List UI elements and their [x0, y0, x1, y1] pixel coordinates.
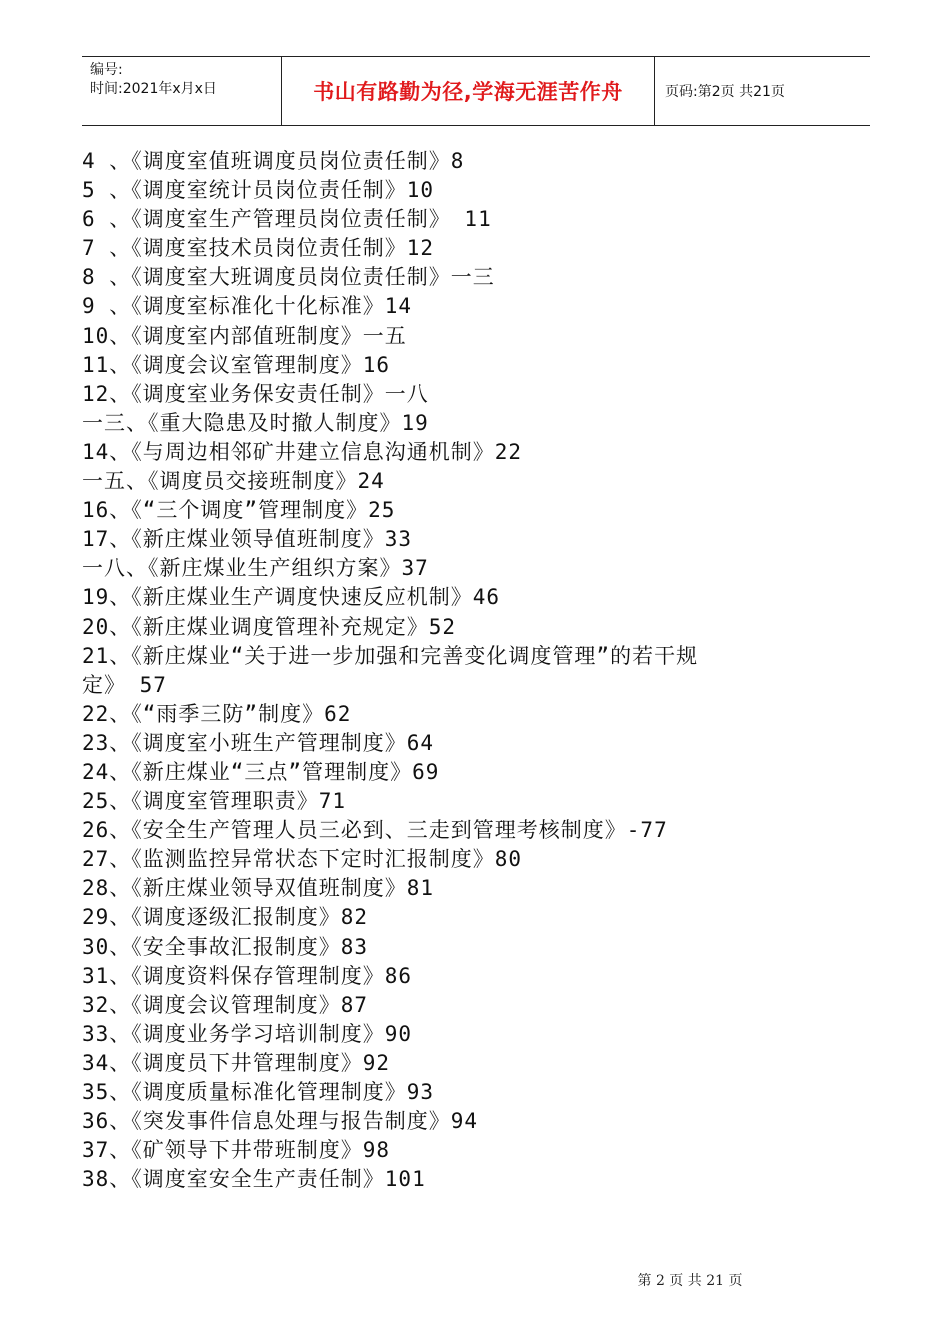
toc-entry: 32、《调度会议管理制度》87: [82, 992, 369, 1017]
toc-entry: 36、《突发事件信息处理与报告制度》94: [82, 1109, 479, 1134]
header-page-info: 页码:第2页 共21页: [665, 84, 785, 100]
toc-entry: 38、《调度室安全生产责任制》101: [82, 1167, 426, 1192]
toc-entry: 一八、《新庄煤业生产组织方案》37: [82, 556, 429, 581]
toc-entry: 30、《安全事故汇报制度》83: [82, 934, 369, 959]
header-motto: 书山有路勤为径,学海无涯苦作舟: [282, 57, 655, 125]
toc-entry: 31、《调度资料保存管理制度》86: [82, 963, 413, 988]
toc-entry: 6 、《调度室生产管理员岗位责任制》 11: [82, 207, 492, 232]
toc-entry: 9 、《调度室标准化十化标准》14: [82, 294, 413, 319]
toc-entry: 37、《矿领导下井带班制度》98: [82, 1138, 391, 1163]
toc-entry: 24、《新庄煤业“三点”管理制度》69: [82, 759, 440, 784]
page-header: [82, 56, 870, 126]
toc-entry: 23、《调度室小班生产管理制度》64: [82, 730, 435, 755]
toc-entry: 20、《新庄煤业调度管理补充规定》52: [82, 614, 457, 639]
toc-entry: 一三、《重大隐患及时撤人制度》19: [82, 410, 429, 435]
toc-entry: 33、《调度业务学习培训制度》90: [82, 1021, 413, 1046]
toc-entry: 14、《与周边相邻矿井建立信息沟通机制》22: [82, 439, 523, 464]
toc-entry: 7 、《调度室技术员岗位责任制》12: [82, 236, 435, 261]
toc-entry: 22、《“雨季三防”制度》62: [82, 701, 352, 726]
toc-entry: 29、《调度逐级汇报制度》82: [82, 905, 369, 930]
document-time: 时间:2021年x月x日: [90, 81, 217, 97]
toc-entry: 34、《调度员下井管理制度》92: [82, 1050, 391, 1075]
document-number-label: 编号:: [90, 62, 123, 78]
toc-entry: 27、《监测监控异常状态下定时汇报制度》80: [82, 847, 523, 872]
toc-entry: 11、《调度会议室管理制度》16: [82, 352, 391, 377]
toc-entry: 17、《新庄煤业领导值班制度》33: [82, 527, 413, 552]
toc-entry: 10、《调度室内部值班制度》一五: [82, 323, 407, 348]
toc-entry: 8 、《调度室大班调度员岗位责任制》一三: [82, 265, 495, 290]
toc-entry: 28、《新庄煤业领导双值班制度》81: [82, 876, 435, 901]
toc-entry: 12、《调度室业务保安责任制》一八: [82, 381, 429, 406]
toc-entry: 26、《安全生产管理人员三必到、三走到管理考核制度》-77: [82, 818, 668, 843]
header-meta: [82, 57, 282, 125]
toc-entry: 16、《“三个调度”管理制度》25: [82, 498, 396, 523]
toc-entry: 定》 57: [82, 672, 167, 697]
toc-entry: 35、《调度质量标准化管理制度》93: [82, 1080, 435, 1104]
toc-entry: 一五、《调度员交接班制度》24: [82, 469, 385, 494]
toc-entry: 25、《调度室管理职责》71: [82, 789, 347, 814]
toc-entry: 19、《新庄煤业生产调度快速反应机制》46: [82, 585, 501, 610]
toc-entry: 5 、《调度室统计员岗位责任制》10: [82, 178, 435, 203]
table-of-contents: [82, 147, 872, 1194]
toc-entry: 21、《新庄煤业“关于进一步加强和完善变化调度管理”的若干规: [82, 643, 699, 668]
page-footer: 第 2 页 共 21 页: [637, 1273, 743, 1289]
toc-entry: 4 、《调度室值班调度员岗位责任制》8: [82, 149, 465, 173]
